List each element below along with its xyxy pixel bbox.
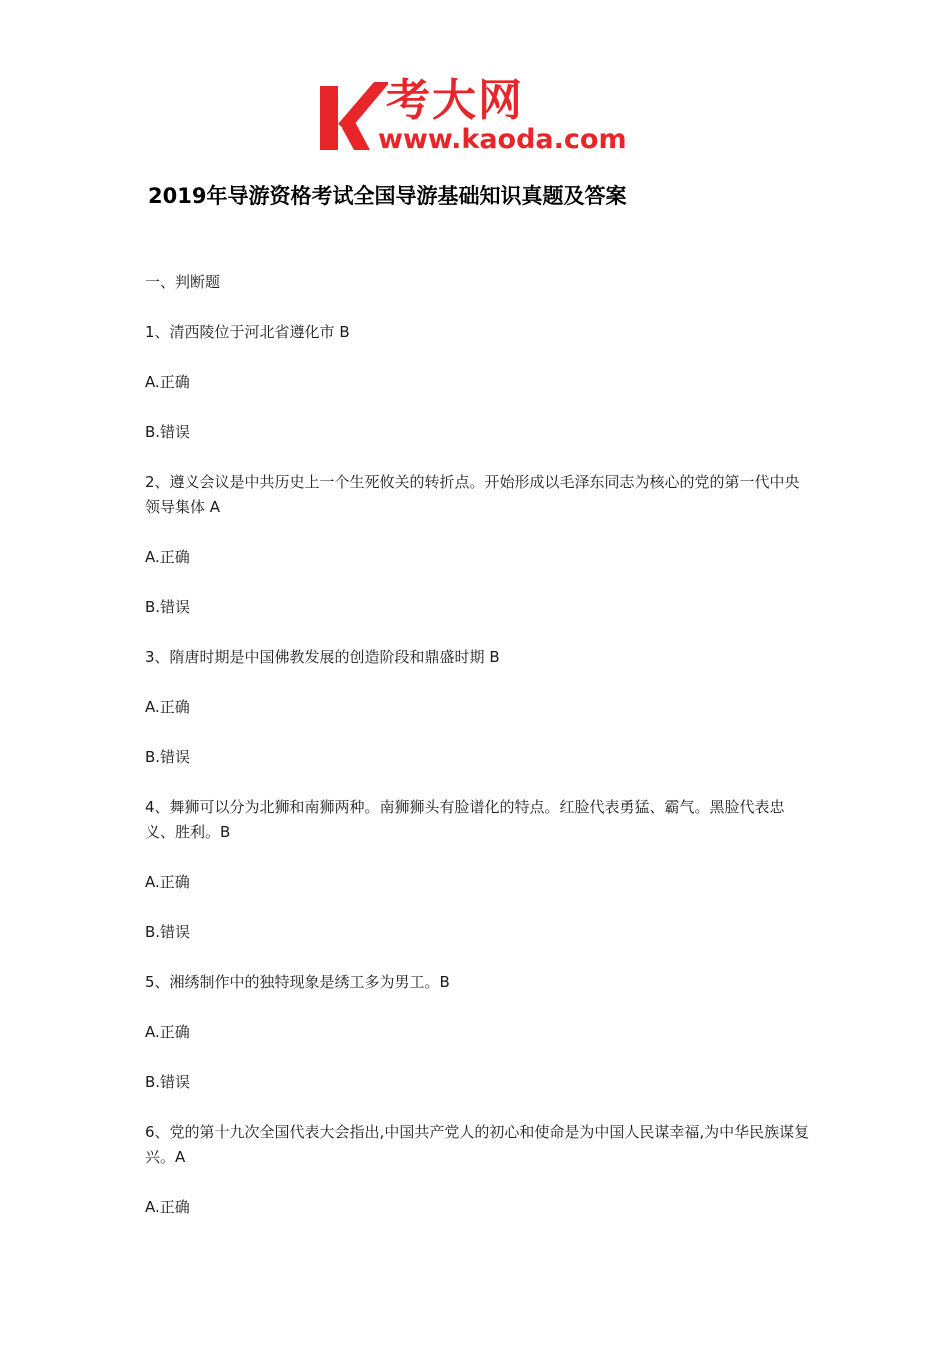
question-3-option-b: B.错误 — [145, 748, 191, 766]
question-5-option-b: B.错误 — [145, 1073, 191, 1091]
logo-url-text: www.kaoda.com — [378, 124, 627, 155]
question-2-option-a: A.正确 — [145, 548, 190, 566]
logo-chinese-text: 考大网 — [386, 75, 524, 126]
document-body — [145, 270, 810, 1245]
question-2: 2、遵义会议是中共历史上一个生死攸关的转折点。开始形成以毛泽东同志为核心的党的第一代中央领导集体 A — [145, 473, 800, 516]
question-2-option-b: B.错误 — [145, 598, 191, 616]
document-title: 2019年导游资格考试全国导游基础知识真题及答案 — [148, 184, 627, 208]
question-3: 3、隋唐时期是中国佛教发展的创造阶段和鼎盛时期 B — [145, 648, 500, 666]
question-4: 4、舞狮可以分为北狮和南狮两种。南狮狮头有脸谱化的特点。红脸代表勇猛、霸气。黑脸代表忠义、胜利。B — [145, 798, 785, 841]
question-1: 1、清西陵位于河北省遵化市 B — [145, 323, 350, 341]
section-heading: 一、判断题 — [145, 273, 221, 291]
question-3-option-a: A.正确 — [145, 698, 190, 716]
question-6-option-a: A.正确 — [145, 1198, 190, 1216]
question-4-option-b: B.错误 — [145, 923, 191, 941]
question-5-option-a: A.正确 — [145, 1023, 190, 1041]
question-5: 5、湘绣制作中的独特现象是绣工多为男工。B — [145, 973, 450, 991]
kaoda-logo[interactable] — [318, 75, 648, 160]
question-1-option-a: A.正确 — [145, 373, 190, 391]
question-6: 6、党的第十九次全国代表大会指出,中国共产党人的初心和使命是为中国人民谋幸福,为中华民族谋复兴。A — [145, 1123, 810, 1166]
question-1-option-b: B.错误 — [145, 423, 191, 441]
question-4-option-a: A.正确 — [145, 873, 190, 891]
